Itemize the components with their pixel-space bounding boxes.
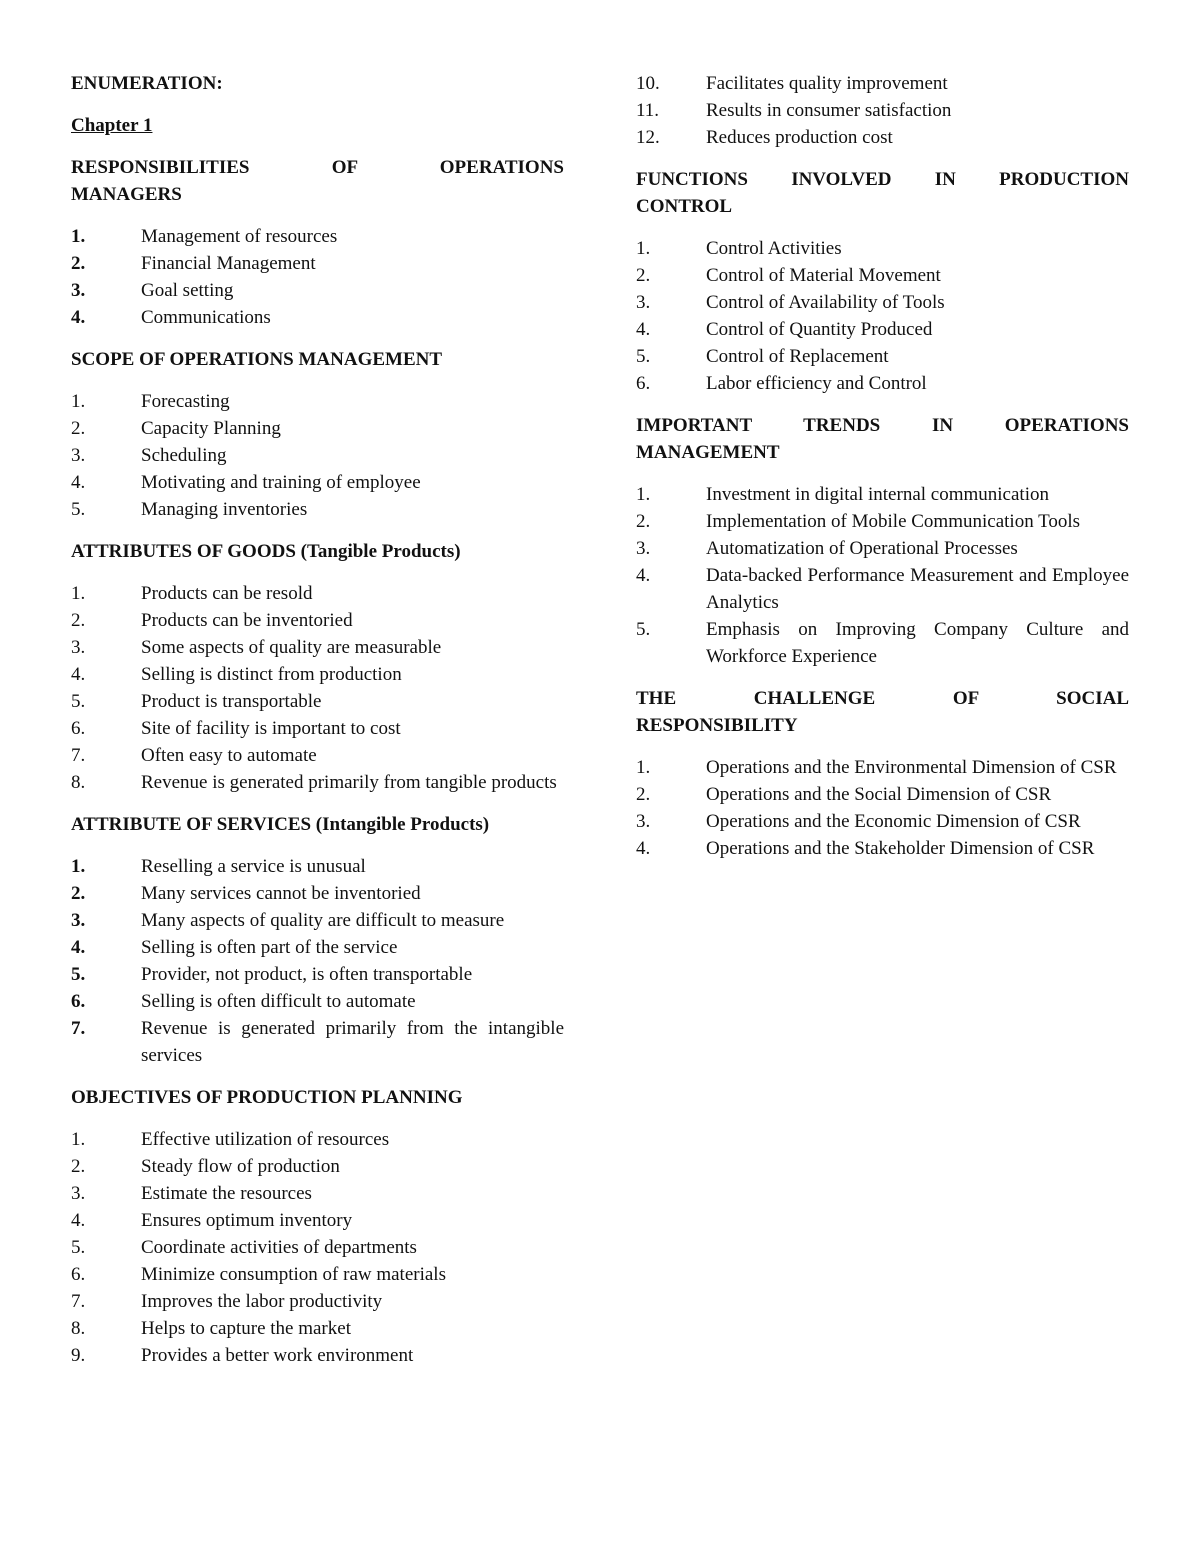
heading-line: CONTROL [636,196,733,217]
list-item-text: Implementation of Mobile Communication Tools [706,511,1081,532]
list-item [636,289,1129,316]
list-item-text: Data-backed Performance Measurement and Employee Analytics [706,565,1129,613]
list-item-text: Goal setting [141,280,234,301]
list-item-number: 2. [636,511,651,532]
list-item-text: Automatization of Operational Processes [706,538,1018,559]
list-item-text: Facilitates quality improvement [706,73,948,94]
list-item-number: 2. [71,418,86,439]
goods-list [71,580,564,796]
list-item-number: 7. [71,1291,86,1312]
list-item-text: Revenue is generated primarily from the intangible services [141,1018,564,1066]
list-item-number: 9. [71,1345,86,1366]
list-item [71,1015,564,1069]
list-item-text: Operations and the Stakeholder Dimension of CSR [706,838,1095,859]
heading-line: RESPONSIBILITY [636,715,798,736]
list-item [71,277,564,304]
list-item-number: 1. [636,238,651,259]
list-item-text: Communications [141,307,271,328]
list-item-text: Operations and the Social Dimension of CSR [706,784,1052,805]
list-item [636,370,1129,397]
list-item-text: Helps to capture the market [141,1318,351,1339]
list-item-number: 10. [636,73,660,94]
list-item-text: Products can be resold [141,583,313,604]
list-item-text: Control of Material Movement [706,265,941,286]
list-item [71,742,564,769]
list-item-number: 4. [636,565,651,586]
list-item-number: 4. [636,319,651,340]
list-item-number: 2. [636,784,651,805]
list-item [636,781,1129,808]
list-item [71,1180,564,1207]
list-item-number: 3. [71,445,86,466]
list-item [71,1207,564,1234]
list-item-number: 4. [71,472,86,493]
list-item-number: 4. [71,1210,86,1231]
list-item-text: Labor efficiency and Control [706,373,927,394]
list-item-text: Scheduling [141,445,227,466]
list-item-text: Coordinate activities of departments [141,1237,417,1258]
list-item-text: Investment in digital internal communication [706,484,1049,505]
list-item-text: Control of Replacement [706,346,889,367]
csr-heading [636,685,1129,739]
left-column [71,70,564,1384]
list-item-number: 1. [71,856,86,877]
list-item-text: Control Activities [706,238,842,259]
list-item [71,442,564,469]
scope-list [71,388,564,523]
list-item [636,535,1129,562]
list-item-number: 4. [71,937,86,958]
list-item [636,70,1129,97]
list-item-text: Control of Availability of Tools [706,292,945,313]
list-item [636,124,1129,151]
list-item-number: 6. [636,373,651,394]
list-item-text: Many services cannot be inventoried [141,883,421,904]
list-item-text: Operations and the Economic Dimension of CSR [706,811,1081,832]
list-item [636,235,1129,262]
list-item [636,616,1129,670]
list-item-number: 1. [636,757,651,778]
list-item [71,1261,564,1288]
list-item-text: Motivating and training of employee [141,472,421,493]
heading-line: RESPONSIBILITIES OF OPERATIONS [71,157,564,178]
list-item-number: 2. [71,253,86,274]
list-item-text: Product is transportable [141,691,322,712]
list-item-text: Results in consumer satisfaction [706,100,952,121]
list-item [71,1153,564,1180]
list-item [636,754,1129,781]
list-item [636,835,1129,862]
list-item-number: 6. [71,991,86,1012]
csr-list [636,754,1129,862]
list-item-number: 6. [71,1264,86,1285]
list-item-text: Often easy to automate [141,745,317,766]
list-item-number: 1. [71,1129,86,1150]
list-item-number: 5. [636,346,651,367]
list-item-text: Selling is often part of the service [141,937,398,958]
list-item-number: 2. [71,610,86,631]
list-item-text: Minimize consumption of raw materials [141,1264,446,1285]
list-item-text: Forecasting [141,391,230,412]
list-item-number: 4. [71,664,86,685]
list-item-text: Financial Management [141,253,316,274]
list-item-number: 4. [636,838,651,859]
list-item [71,580,564,607]
list-item [71,907,564,934]
list-item-number: 3. [636,538,651,559]
list-item-text: Improves the labor productivity [141,1291,383,1312]
responsibilities-heading [71,154,564,208]
list-item [636,562,1129,616]
list-item-number: 3. [636,292,651,313]
list-item [71,1342,564,1369]
list-item-text: Estimate the resources [141,1183,312,1204]
list-item [71,1234,564,1261]
list-item-number: 5. [71,499,86,520]
list-item [71,223,564,250]
list-item-number: 2. [71,1156,86,1177]
services-list [71,853,564,1069]
list-item [636,97,1129,124]
objectives-list [71,1126,564,1369]
list-item [636,316,1129,343]
list-item-number: 4. [71,307,86,328]
list-item [636,481,1129,508]
heading-line: MANAGERS [71,184,182,205]
list-item-number: 2. [71,883,86,904]
list-item [71,607,564,634]
heading-line: MANAGEMENT [636,442,780,463]
list-item [71,250,564,277]
list-item-number: 1. [71,583,86,604]
list-item [71,880,564,907]
list-item [71,934,564,961]
heading-line: FUNCTIONS INVOLVED IN PRODUCTION [636,169,1129,190]
list-item-text: Revenue is generated primarily from tangible products [141,772,557,793]
list-item-text: Managing inventories [141,499,308,520]
list-item-number: 8. [71,1318,86,1339]
list-item-number: 5. [71,964,86,985]
control-list [636,235,1129,397]
list-item-number: 5. [636,619,651,640]
scope-heading: SCOPE OF OPERATIONS MANAGEMENT [71,349,443,370]
list-item-text: Operations and the Environmental Dimension of CSR [706,757,1117,778]
list-item-number: 2. [636,265,651,286]
objectives-heading: OBJECTIVES OF PRODUCTION PLANNING [71,1087,463,1108]
goods-heading: ATTRIBUTES OF GOODS (Tangible Products) [71,541,461,562]
list-item [71,853,564,880]
objectives-list-continued [636,70,1129,151]
list-item-text: Site of facility is important to cost [141,718,401,739]
trends-list [636,481,1129,670]
right-column [636,70,1129,877]
list-item-number: 3. [71,1183,86,1204]
list-item-text: Capacity Planning [141,418,281,439]
list-item [636,343,1129,370]
list-item [71,715,564,742]
list-item-text: Reduces production cost [706,127,893,148]
list-item-text: Control of Quantity Produced [706,319,933,340]
list-item [71,769,564,796]
heading-line: THE CHALLENGE OF SOCIAL [636,688,1129,709]
list-item-text: Some aspects of quality are measurable [141,637,442,658]
control-heading [636,166,1129,220]
list-item-text: Many aspects of quality are difficult to measure [141,910,505,931]
list-item [636,508,1129,535]
list-item-number: 7. [71,745,86,766]
list-item [71,1126,564,1153]
list-item-number: 3. [636,811,651,832]
list-item [71,415,564,442]
list-item-number: 8. [71,772,86,793]
chapter-heading: Chapter 1 [71,115,153,136]
list-item-number: 1. [71,391,86,412]
trends-heading [636,412,1129,466]
list-item [71,1288,564,1315]
list-item-text: Ensures optimum inventory [141,1210,353,1231]
list-item [71,988,564,1015]
list-item-text: Provides a better work environment [141,1345,414,1366]
list-item [71,496,564,523]
list-item-number: 5. [71,1237,86,1258]
list-item-number: 6. [71,718,86,739]
list-item-number: 3. [71,637,86,658]
list-item-text: Emphasis on Improving Company Culture and Workforce Experience [706,619,1129,667]
list-item-number: 1. [636,484,651,505]
list-item [636,808,1129,835]
list-item-number: 3. [71,280,86,301]
list-item [71,634,564,661]
list-item-number: 5. [71,691,86,712]
list-item [71,388,564,415]
list-item [71,469,564,496]
list-item-text: Effective utilization of resources [141,1129,390,1150]
list-item [636,262,1129,289]
list-item-text: Selling is often difficult to automate [141,991,416,1012]
list-item-text: Products can be inventoried [141,610,353,631]
list-item [71,961,564,988]
list-item-text: Selling is distinct from production [141,664,402,685]
services-heading: ATTRIBUTE OF SERVICES (Intangible Products) [71,814,490,835]
list-item [71,1315,564,1342]
document-title: ENUMERATION: [71,73,223,94]
list-item-number: 1. [71,226,86,247]
list-item-number: 7. [71,1018,86,1039]
list-item [71,688,564,715]
list-item-text: Steady flow of production [141,1156,340,1177]
list-item [71,661,564,688]
list-item-text: Management of resources [141,226,338,247]
responsibilities-list [71,223,564,331]
list-item-text: Provider, not product, is often transportable [141,964,473,985]
heading-line: IMPORTANT TRENDS IN OPERATIONS [636,415,1129,436]
list-item-number: 12. [636,127,660,148]
list-item-number: 3. [71,910,86,931]
list-item-text: Reselling a service is unusual [141,856,366,877]
list-item [71,304,564,331]
list-item-number: 11. [636,100,660,121]
